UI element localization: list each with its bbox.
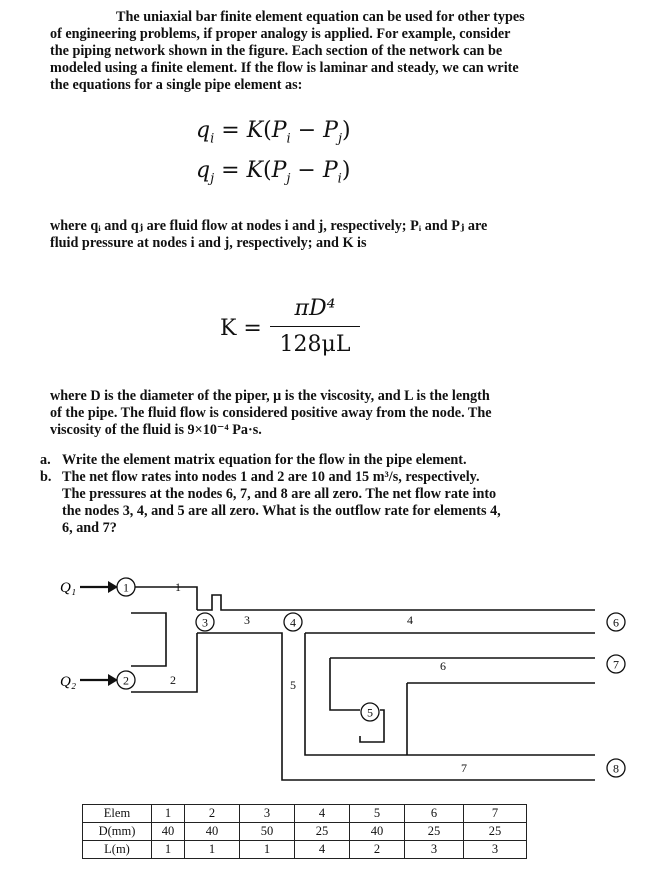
table-cell: 40 (152, 823, 185, 841)
question-line: Write the element matrix equation for the flow in the pipe element. (62, 452, 467, 468)
table-cell: 3 (405, 841, 464, 859)
table-cell: 6 (405, 805, 464, 823)
node-6 (607, 613, 625, 631)
where-paragraph-1 (50, 218, 487, 252)
node-7 (607, 655, 625, 673)
k-equation-lhs: K = (220, 316, 262, 341)
intro-line: of engineering problems, if proper analogy is applied. For example, consider (50, 26, 511, 42)
table-row (83, 841, 527, 859)
node-1 (117, 578, 135, 596)
fraction-bar (270, 326, 360, 327)
pipe-wall (197, 595, 595, 610)
table-cell: 1 (152, 805, 185, 823)
node-label: 4 (290, 615, 296, 630)
element-data-table (82, 804, 527, 859)
table-row (83, 823, 527, 841)
where-line: fluid pressure at nodes i and j, respectively; and K is (50, 235, 367, 251)
node-3 (196, 613, 214, 631)
table-cell: L(m) (83, 841, 152, 859)
question-marker: b. (40, 469, 52, 485)
pipe-wall (131, 633, 197, 692)
table-cell: Elem (83, 805, 152, 823)
table-cell: D(mm) (83, 823, 152, 841)
element-label-6: 6 (440, 659, 446, 673)
node-8 (607, 759, 625, 777)
table-cell: 5 (350, 805, 405, 823)
pipe-wall (360, 736, 384, 742)
table-cell: 2 (350, 841, 405, 859)
table-cell: 25 (295, 823, 350, 841)
where-line: where D is the diameter of the piper, μ is the viscosity, and L is the length (50, 388, 490, 404)
intro-line: the piping network shown in the figure. Each section of the network can be (50, 43, 503, 59)
node-5 (361, 703, 379, 721)
node-label: 2 (123, 673, 129, 688)
intro-line: modeled using a finite element. If the flow is laminar and steady, we can write (50, 60, 519, 76)
where-line: of the pipe. The fluid flow is considered positive away from the node. The (50, 405, 492, 421)
inflow-label: Q₁ (60, 580, 77, 596)
where-line: where qᵢ and qⱼ are fluid flow at nodes i and j, respectively; Pᵢ and Pⱼ are (50, 218, 488, 234)
question-marker: a. (40, 452, 51, 468)
table-row (83, 805, 527, 823)
pipe-wall (380, 710, 384, 715)
node-label: 1 (123, 580, 129, 595)
table-cell: 7 (464, 805, 527, 823)
node-label: 8 (613, 761, 619, 776)
node-label: 6 (613, 615, 619, 630)
intro-line: The uniaxial bar finite element equation can be used for other types (116, 9, 525, 25)
pipe-wall (131, 587, 197, 610)
node-4 (284, 613, 302, 631)
inflow-arrow-q1 (60, 580, 118, 596)
question-line: 6, and 7? (62, 520, 117, 536)
table-cell: 1 (185, 841, 240, 859)
pipe-wall (131, 613, 166, 666)
element-label-4: 4 (407, 613, 413, 627)
node-2 (117, 671, 135, 689)
where-line: viscosity of the fluid is 9×10⁻⁴ Pa·s. (50, 422, 262, 438)
table-cell: 25 (405, 823, 464, 841)
question-line: the nodes 3, 4, and 5 are all zero. What is the outflow rate for elements 4, (62, 503, 501, 519)
table-cell: 1 (240, 841, 295, 859)
element-label-5: 5 (290, 678, 296, 692)
table-cell: 50 (240, 823, 295, 841)
table-cell: 3 (464, 841, 527, 859)
element-label-2: 2 (170, 673, 176, 687)
table-cell: 4 (295, 805, 350, 823)
table-cell: 2 (185, 805, 240, 823)
element-label-7: 7 (461, 761, 467, 775)
inflow-label: Q₂ (60, 674, 77, 690)
pipe-wall (197, 633, 595, 780)
element-label-3: 3 (244, 613, 250, 627)
table-cell: 40 (350, 823, 405, 841)
node-label: 5 (367, 705, 373, 720)
equation-qi: $q_i = K(P_i - P_j)$ (196, 118, 351, 147)
inflow-arrow-q2 (60, 674, 118, 690)
pipe-wall (305, 633, 595, 755)
table-cell: 4 (295, 841, 350, 859)
intro-line: the equations for a single pipe element as: (50, 77, 303, 93)
pipe-wall (330, 658, 360, 710)
node-label: 7 (613, 657, 619, 672)
table-cell: 1 (152, 841, 185, 859)
question-line: The net flow rates into nodes 1 and 2 are 10 and 15 m³/s, respectively. (62, 469, 480, 485)
table-cell: 3 (240, 805, 295, 823)
element-label-1: 1 (175, 580, 181, 594)
equation-qj: $q_j = K(P_j - P_i)$ (196, 158, 351, 187)
table-cell: 40 (185, 823, 240, 841)
k-numerator: πD⁴ (294, 296, 336, 321)
table-cell: 25 (464, 823, 527, 841)
question-line: The pressures at the nodes 6, 7, and 8 are all zero. The net flow rate into (62, 486, 497, 502)
node-label: 3 (202, 615, 208, 630)
where-paragraph-2 (50, 388, 492, 439)
k-denominator: 128μL (279, 332, 351, 357)
piping-network-figure (0, 560, 656, 800)
intro-paragraph (50, 9, 525, 94)
